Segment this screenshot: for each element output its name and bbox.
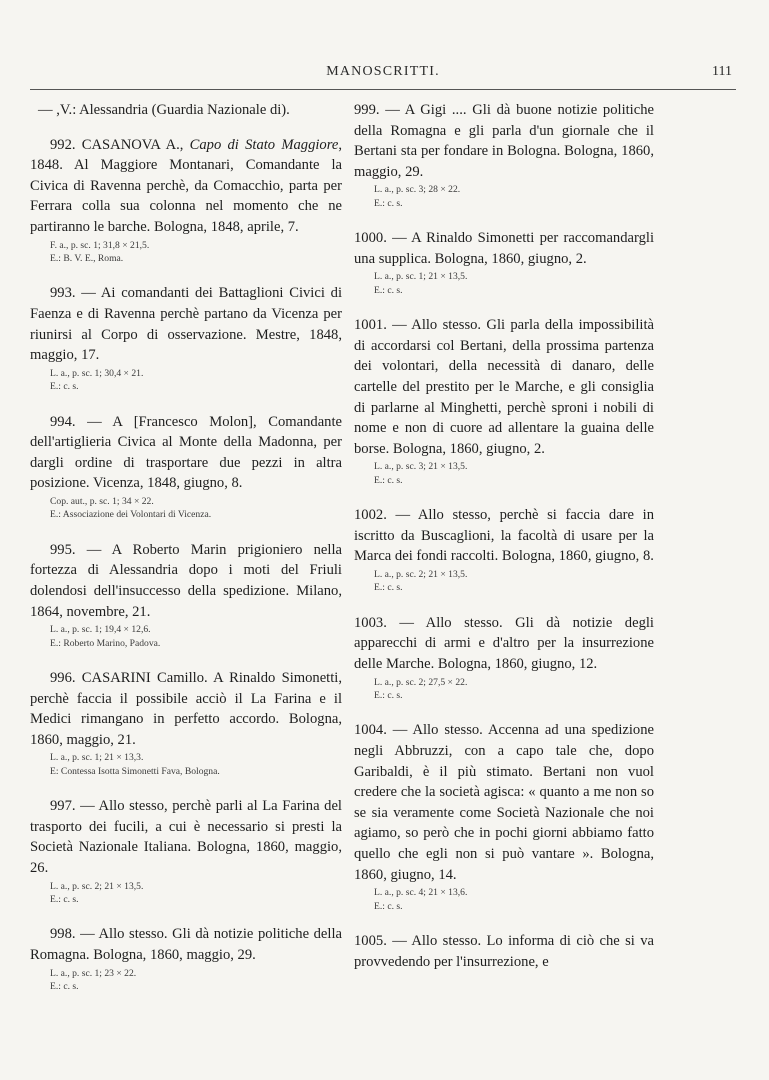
entry-meta: [354, 183, 654, 210]
entry-meta: [30, 967, 342, 994]
entry-owner: E.: Roberto Marino, Padova.: [50, 637, 161, 649]
catalog-entry: [30, 135, 342, 266]
entry-owner: E.: c. s.: [374, 284, 403, 296]
entry-meta: [354, 676, 654, 703]
entry-text: 993. — Ai comandanti dei Battaglioni Civici di Faenza e di Ravenna perchè partano da Vicenza per riunirsi al Corpo di osservazione. Mestre, 1848, maggio, 17.: [30, 285, 342, 364]
page-header: [30, 60, 736, 92]
entry-text: 1004. — Allo stesso. Accenna ad una spedizione negli Abbruzzi, con a capo tale che, dopo Garibaldi, è il più stimato. Bertani non vuol credere che la società agisca: « quanto a me non so se sia veramente come Società Nazionale che noi agiamo, so però che in pochi giorni abbiamo fatto quello che egli non si può vantare ». Bologna, 1860, giugno, 14.: [354, 722, 654, 883]
catalog-entry: [30, 924, 342, 993]
entry-text: 994. — A [Francesco Molon], Comandante dell'artiglieria Civica al Monte della Madonna, per dargli ordine di trasportare due pezzi in altra posizione. Vicenza, 1848, giugno, 8.: [30, 413, 342, 492]
catalog-entry: [354, 931, 654, 972]
entry-title-italic: Capo di Stato Maggiore: [189, 136, 339, 153]
catalog-entry: [30, 540, 342, 650]
entry-meta: [30, 239, 342, 266]
catalog-entry: [30, 412, 342, 522]
entry-meta: [354, 270, 654, 297]
entry-owner: E.: c. s.: [374, 900, 403, 912]
catalog-entry: [30, 100, 342, 121]
entry-meta: [30, 495, 342, 522]
running-title: MANOSCRITTI.: [326, 64, 440, 79]
entry-owner: E.: c. s.: [50, 980, 79, 992]
entry-physical-description: L. a., p. sc. 1; 21 × 13,3.: [50, 752, 144, 764]
right-column: [354, 100, 654, 990]
left-column: [30, 100, 342, 1011]
entry-physical-description: L. a., p. sc. 4; 21 × 13,6.: [374, 887, 468, 899]
entry-meta: [354, 568, 654, 595]
entry-physical-description: L. a., p. sc. 1; 30,4 × 21.: [50, 367, 144, 379]
entry-meta: [30, 367, 342, 394]
entry-physical-description: L. a., p. sc. 2; 21 × 13,5.: [50, 880, 144, 892]
entry-physical-description: L. a., p. sc. 1; 19,4 × 12,6.: [50, 624, 151, 636]
entry-meta: [30, 880, 342, 907]
header-rule: [30, 89, 736, 90]
entry-text: 998. — Allo stesso. Gli dà notizie politiche della Romagna. Bologna, 1860, maggio, 29.: [30, 926, 342, 963]
entry-text-end: , 1848. Al Maggiore Montanari, Comandante la Civica di Ravenna perchè, da Comacchio, parta per Ferrara colla sua colonna nel momento che ne partiranno le barche. Bologna, 1848, aprile, 7.: [30, 136, 342, 235]
catalog-entry: [354, 228, 654, 297]
entry-text: 996. CASARINI Camillo. A Rinaldo Simonetti, perchè faccia il possibile acciò il La Farina e il Medici rimangano in perfetto accordo. Bologna, 1860, maggio, 21.: [30, 669, 342, 748]
entry-owner: E.: c. s.: [374, 197, 403, 209]
entry-physical-description: L. a., p. sc. 3; 21 × 13,5.: [374, 461, 468, 473]
catalog-entry: [30, 796, 342, 906]
entry-text: 1003. — Allo stesso. Gli dà notizie degli apparecchi di armi e d'altro per la insurrezione delle Marche. Bologna, 1860, giugno, 12.: [354, 614, 654, 672]
entry-physical-description: L. a., p. sc. 3; 28 × 22.: [374, 184, 461, 196]
entry-physical-description: L. a., p. sc. 2; 21 × 13,5.: [374, 568, 468, 580]
entry-text: 999. — A Gigi .... Gli dà buone notizie politiche della Romagna e gli parla d'un giornale che il Bertani sta per fondare in Bologna. Bologna, 1860, maggio, 29.: [354, 102, 654, 180]
catalog-entry: [354, 100, 654, 210]
entry-physical-description: L. a., p. sc. 1; 23 × 22.: [50, 967, 137, 979]
entry-text: 997. — Allo stesso, perchè parli al La Farina del trasporto dei fucili, a cui è necessario si presti la Società Nazionale Italiana. Bologna, 1860, maggio, 26.: [30, 798, 342, 876]
entry-physical-description: F. a., p. sc. 1; 31,8 × 21,5.: [50, 239, 150, 251]
entry-text: 1000. — A Rinaldo Simonetti per raccomandargli una supplica. Bologna, 1860, giugno, 2.: [354, 230, 654, 267]
entry-text: 995. — A Roberto Marin prigioniero nella fortezza di Alessandria dopo i moti del Friuli dolendosi dell'insuccesso della spedizione. Milano, 1864, novembre, 21.: [30, 541, 342, 620]
entry-owner: E.: c. s.: [374, 474, 403, 486]
entry-owner: E.: c. s.: [50, 893, 79, 905]
entry-text: 1001. — Allo stesso. Gli parla della impossibilità di accordarsi col Bertani, della prossima partenza dei volontari, della necessità di danaro, delle cartelle del prestito per le Marche, e gli consiglia di parlarne al Minghetti, perchè sproni i nobili di nome e non di cuore ad allentare la guaina delle borse. Bologna, 1860, giugno, 2.: [354, 317, 654, 457]
catalog-entry: [354, 505, 654, 595]
entry-owner: E: Contessa Isotta Simonetti Fava, Bologna.: [50, 765, 220, 777]
entry-physical-description: L. a., p. sc. 2; 27,5 × 22.: [374, 676, 468, 688]
entry-owner: E.: c. s.: [374, 689, 403, 701]
entry-meta: [354, 460, 654, 487]
entry-physical-description: L. a., p. sc. 1; 21 × 13,5.: [374, 271, 468, 283]
page-number: 111: [712, 64, 732, 79]
entry-owner: E.: c. s.: [374, 582, 403, 594]
entry-owner: E.: B. V. E., Roma.: [50, 252, 124, 264]
catalog-entry: [30, 283, 342, 393]
entry-meta: [354, 886, 654, 913]
entry-text: — ,V.: Alessandria (Guardia Nazionale di).: [38, 102, 290, 118]
catalog-entry: [354, 613, 654, 703]
entry-meta: [30, 751, 342, 778]
entry-text: [30, 135, 342, 238]
entry-physical-description: Cop. aut., p. sc. 1; 34 × 22.: [50, 495, 154, 507]
entry-owner: E.: c. s.: [50, 381, 79, 393]
entry-owner: E.: Associazione dei Volontari di Vicenza.: [50, 509, 212, 521]
entry-meta: [30, 623, 342, 650]
catalog-entry: [30, 668, 342, 778]
catalog-entry: [354, 720, 654, 913]
catalog-entry: [354, 315, 654, 487]
entry-text: 1005. — Allo stesso. Lo informa di ciò che si va provvedendo per l'insurrezione, e: [354, 932, 654, 970]
entry-text: 1002. — Allo stesso, perchè si faccia dare in iscritto da Buscaglioni, la facoltà di usare per la Marca dei fondi raccolti. Bologna, 1860, giugno, 8.: [354, 507, 654, 565]
entry-text-start: 992. CASANOVA A.,: [50, 136, 190, 153]
